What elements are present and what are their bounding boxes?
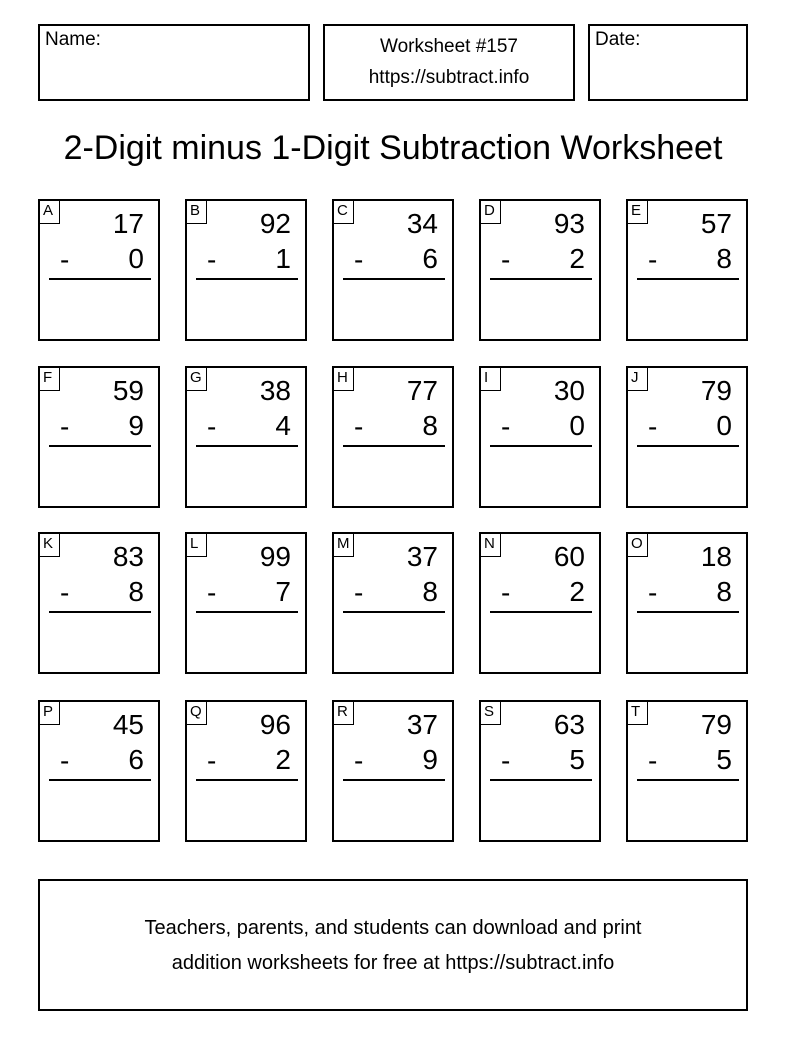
minus-sign: - (501, 745, 511, 776)
page-title: 2-Digit minus 1-Digit Subtraction Worksheet (63, 129, 723, 167)
subtrahend: 8 (422, 410, 438, 441)
minus-sign: - (354, 411, 364, 442)
problem-card[interactable] (185, 532, 307, 674)
problem-label: E (628, 201, 648, 224)
answer-line (637, 779, 739, 781)
minuend: 99 (259, 541, 291, 572)
problem-card[interactable] (38, 700, 160, 842)
problem-card[interactable] (38, 199, 160, 341)
subtrahend: 8 (422, 576, 438, 607)
minus-sign: - (60, 244, 70, 275)
problem-card[interactable] (479, 532, 601, 674)
subtrahend: 9 (422, 744, 438, 775)
problem-card[interactable] (332, 700, 454, 842)
footer-line-1: Teachers, parents, and students can download and print (144, 917, 642, 939)
problem-label: P (40, 702, 60, 725)
subtrahend: 6 (422, 243, 438, 274)
answer-line (637, 445, 739, 447)
minus-sign: - (501, 411, 511, 442)
subtrahend: 0 (128, 243, 144, 274)
problem-label: K (40, 534, 60, 557)
worksheet-url: https://subtract.info (368, 67, 530, 88)
answer-line (490, 611, 592, 613)
problem-label: F (40, 368, 60, 391)
minus-sign: - (648, 244, 658, 275)
problem-label: I (481, 368, 501, 391)
minuend: 30 (553, 375, 585, 406)
subtrahend: 0 (569, 410, 585, 441)
minus-sign: - (60, 411, 70, 442)
answer-line (196, 779, 298, 781)
minus-sign: - (501, 577, 511, 608)
problem-card[interactable] (479, 366, 601, 508)
minuend: 83 (112, 541, 144, 572)
minuend: 45 (112, 709, 144, 740)
subtrahend: 6 (128, 744, 144, 775)
answer-line (343, 445, 445, 447)
minuend: 60 (553, 541, 585, 572)
answer-line (49, 611, 151, 613)
answer-line (490, 445, 592, 447)
minus-sign: - (648, 577, 658, 608)
minuend: 92 (259, 208, 291, 239)
problem-label: J (628, 368, 648, 391)
problem-label: D (481, 201, 501, 224)
answer-line (49, 278, 151, 280)
problem-card[interactable] (332, 532, 454, 674)
minus-sign: - (648, 411, 658, 442)
minuend: 57 (700, 208, 732, 239)
problem-card[interactable] (185, 700, 307, 842)
footer-line-2: addition worksheets for free at https://subtract.info (171, 952, 615, 974)
minus-sign: - (648, 745, 658, 776)
subtrahend: 1 (275, 243, 291, 274)
problem-label: A (40, 201, 60, 224)
subtrahend: 4 (275, 410, 291, 441)
minuend: 18 (700, 541, 732, 572)
minus-sign: - (354, 745, 364, 776)
problem-card[interactable] (38, 532, 160, 674)
answer-line (196, 445, 298, 447)
subtrahend: 7 (275, 576, 291, 607)
minus-sign: - (207, 244, 217, 275)
minus-sign: - (207, 577, 217, 608)
minuend: 93 (553, 208, 585, 239)
problem-card[interactable] (626, 199, 748, 341)
problem-card[interactable] (185, 366, 307, 508)
minuend: 59 (112, 375, 144, 406)
answer-line (637, 611, 739, 613)
subtrahend: 8 (716, 576, 732, 607)
minuend: 34 (406, 208, 438, 239)
minus-sign: - (207, 745, 217, 776)
minuend: 38 (259, 375, 291, 406)
problem-card[interactable] (626, 532, 748, 674)
minus-sign: - (354, 244, 364, 275)
minuend: 17 (112, 208, 144, 239)
answer-line (490, 278, 592, 280)
problem-card[interactable] (38, 366, 160, 508)
footer-box (38, 879, 748, 1011)
answer-line (196, 278, 298, 280)
minuend: 37 (406, 541, 438, 572)
problem-card[interactable] (626, 700, 748, 842)
worksheet-number: Worksheet #157 (379, 36, 518, 57)
problem-card[interactable] (479, 700, 601, 842)
name-box[interactable] (38, 24, 310, 101)
problem-label: M (334, 534, 354, 557)
problem-card[interactable] (626, 366, 748, 508)
subtrahend: 8 (716, 243, 732, 274)
answer-line (196, 611, 298, 613)
problem-label: S (481, 702, 501, 725)
subtrahend: 2 (569, 243, 585, 274)
subtrahend: 5 (716, 744, 732, 775)
minuend: 63 (553, 709, 585, 740)
subtrahend: 8 (128, 576, 144, 607)
answer-line (49, 779, 151, 781)
answer-line (343, 278, 445, 280)
problem-card[interactable] (479, 199, 601, 341)
minus-sign: - (60, 577, 70, 608)
problem-label: B (187, 201, 207, 224)
name-label: Name: (45, 29, 101, 50)
minus-sign: - (354, 577, 364, 608)
subtrahend: 2 (275, 744, 291, 775)
problem-card[interactable] (332, 366, 454, 508)
problem-label: G (187, 368, 207, 391)
date-box[interactable] (588, 24, 748, 101)
answer-line (49, 445, 151, 447)
date-label: Date: (595, 29, 641, 50)
answer-line (343, 779, 445, 781)
problem-label: R (334, 702, 354, 725)
problem-card[interactable] (332, 199, 454, 341)
minuend: 79 (700, 375, 732, 406)
problem-label: T (628, 702, 648, 725)
subtrahend: 0 (716, 410, 732, 441)
worksheet-info-box (323, 24, 575, 101)
problem-label: C (334, 201, 354, 224)
subtrahend: 5 (569, 744, 585, 775)
problem-label: L (187, 534, 207, 557)
subtrahend: 2 (569, 576, 585, 607)
minuend: 37 (406, 709, 438, 740)
answer-line (637, 278, 739, 280)
minus-sign: - (501, 244, 511, 275)
problem-label: O (628, 534, 648, 557)
problem-label: N (481, 534, 501, 557)
minuend: 77 (406, 375, 438, 406)
problem-label: H (334, 368, 354, 391)
minuend: 96 (259, 709, 291, 740)
minuend: 79 (700, 709, 732, 740)
answer-line (490, 779, 592, 781)
problem-label: Q (187, 702, 207, 725)
problem-card[interactable] (185, 199, 307, 341)
minus-sign: - (60, 745, 70, 776)
minus-sign: - (207, 411, 217, 442)
answer-line (343, 611, 445, 613)
subtrahend: 9 (128, 410, 144, 441)
